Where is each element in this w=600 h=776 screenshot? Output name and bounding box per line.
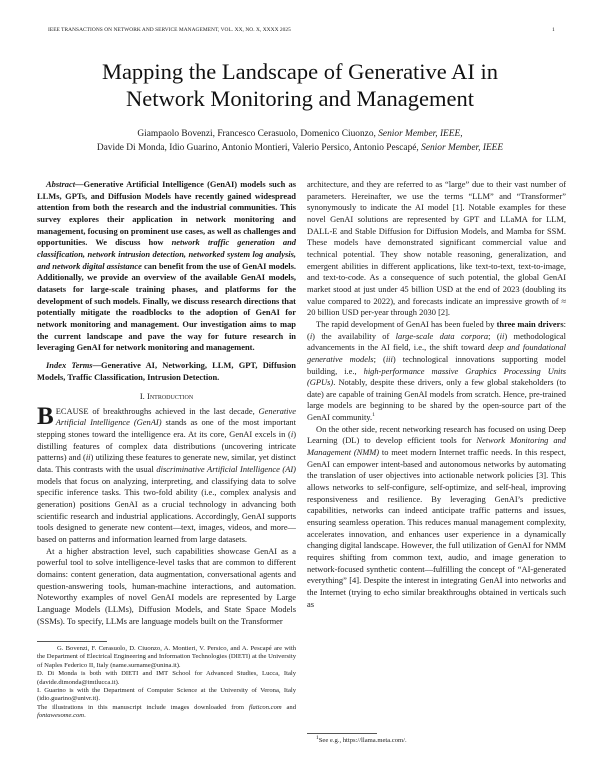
paragraph-text: potential. [343,248,381,259]
paragraph-text: through [390,307,420,318]
author-role: Senior Member, IEEE [421,143,504,153]
paragraph-text: LLaMA [500,213,532,224]
paragraph-text: Stable [355,225,379,236]
paragraph-text: different [381,260,414,271]
paragraph-text: end [477,283,493,294]
paragraph-text: and [553,237,566,248]
paragraph-text: They [380,248,404,259]
paragraph-text: of [551,295,562,306]
paragraph-text: text-to-code. [323,272,370,283]
paragraph-text: these [548,202,566,213]
title-line-1: Mapping the Landscape of Generative AI in [101,59,499,84]
paragraph-text: These [307,237,334,248]
paragraph-text [37,402,297,545]
period: . [84,712,86,720]
paragraph-text: As [369,272,383,283]
paragraph-text: billion [317,307,342,318]
paragraph-text: applications, [413,260,460,271]
paragraph-text: commercial [482,237,529,248]
paragraph-text: as [435,179,446,189]
paragraph-text: like [459,260,476,271]
text-run: ) technological innovations supporting model building, i.e., [307,353,566,376]
text-run: Network Monitoring and Management (NMM) [307,435,567,458]
text-run: ; ( [373,353,386,364]
paragraph-text: the [428,190,445,201]
paragraph-text: compared [328,295,365,306]
paragraph-text: for [534,225,547,236]
paragraph-text: an [474,295,486,306]
paragraph-text: LLM, [546,213,566,224]
paragraph-text: to [426,179,436,189]
text-run: ii [499,330,505,341]
text-run: discriminative Artificial Intelligence (AI) [156,464,296,475]
paragraph-text: the [464,283,478,294]
paragraph-text: due [471,179,487,189]
paragraph-text: of [558,179,566,189]
drop-cap: B [37,402,54,430]
footnote-ref[interactable]: 1 [372,412,375,419]
paragraph-text: “large” [445,179,472,189]
author-affiliations [37,645,296,721]
page-number: 1 [552,27,555,33]
right-column [307,179,566,610]
paragraph-text: of [492,283,503,294]
paragraph-text: Notable [468,202,500,213]
paragraph-text: per-year [360,307,391,318]
paragraph-text: for [413,225,427,236]
paragraph-text: 20 [307,307,318,318]
paragraph-text: models [333,237,365,248]
paragraph-text: and [307,272,324,283]
text-run: i [290,429,294,440]
paragraph-text: value [307,295,329,306]
paragraph-text: show [403,248,427,259]
paragraph-text: emergent [307,260,342,271]
paragraph-text: to [360,202,371,213]
text-run: stands as one of the most important stepping stones toward the intelligence era. At its core, GenAI excels in ( [37,417,296,440]
paragraph-text: (doubling [522,283,559,294]
author-list [0,127,600,155]
paragraph-text: Mamba [506,225,535,236]
text-run: : ( [307,318,566,341]
text-run: to meet modern Internet traffic needs. In this respect, GenAI can empower intent-based and autonomous networks by automating the translation of user objectives into actionable network policies [3]. This allows networks to self-configure, self-optimize, and self-heal, improving responsiveness and resilience. By leveraging GenAI’s predictive capabilities, networks can indeed anticipate traffic patterns and issues, ensuring seamless operation. This reduces manual management complexity, accelerates innovation, and enhances user experience in a dynamically changing digital landscape. However, the full utilization of GenAI for NMM requires shifting from common text, audio, and image generation to network-focused synthetic content—fulfilling the concept of “AI-generated everything” [4]. Despite the interest in integrating GenAI into networks and the Internet (trying to echo similar breakthroughs obtained in verticals such as [307,447,566,609]
paragraph-text: are [383,179,397,189]
paragraph-text: GenAI [543,272,567,283]
abstract-label: Abstract [46,179,76,189]
illustrations-note: The illustrations in this manuscript include images downloaded from [37,703,245,711]
text-run: high-performance massive Graphics Processing Units (GPUs) [307,365,567,388]
paragraph-text: reasoning, [457,248,499,259]
paragraph-text: and [340,225,355,236]
text-run: deep and foundational generative models [307,342,567,364]
authors-line-1: Giampaolo Bovenzi, Francesco Cerasuolo, Domenico Ciuonzo, [137,129,376,139]
paragraph-text: number [530,179,559,189]
text-run: ii [85,452,91,463]
abstract-body [37,179,296,352]
paragraph-text: and [553,248,566,259]
link-fontawesome[interactable]: fontawesome.com [37,712,85,720]
footnote-text[interactable]: See e.g., https://llama.meta.com/. [318,737,407,744]
affiliation-note: D. Di Monda is both with DIETI and IMT School for Advanced Studies, Lucca, Italy (davide.dimonda@imtlucca.it). [37,670,296,686]
paragraph-text: GenAI [330,213,358,224]
paragraph-text: model [427,202,453,213]
text-run: i [309,330,313,341]
paragraph-text: Hereinafter, [351,190,397,201]
intro-paragraph-3 [307,319,566,424]
paper-title [0,58,600,112]
text-run: ECAUSE of breakthroughs achieved in the last decade, [55,405,259,416]
paragraph-text: use [412,190,429,201]
paragraph-text: to [364,295,374,306]
paragraph-text: to [486,179,497,189]
affiliation-note: G. Bovenzi, F. Cerasuolo, D. Ciuonzo, A. Montieri, V. Persico, and A. Pescapé are with the Department of Electrical Engineering and Information Technologies (DIETI) at the University of Naples Federico II, Italy (name.surname@unina.it). [37,645,296,669]
text-run: large-scale data corpora [395,330,489,341]
paragraph-text: AI [414,202,428,213]
paragraph-text: 45 [400,283,412,294]
paragraph-text: value [528,237,554,248]
paragraph-text: indicate [370,202,402,213]
paragraph-text: have [365,237,388,248]
text-run: iii [385,353,393,364]
text-run: three main drivers [496,318,564,329]
paragraph-text: they [366,179,384,189]
text-run: —Generative Artificial Intelligence (GenAI) models such as LLMs, GPTs, and Diffusion Models have recently gained widespread attention from both the research and the industrial communities. This survey explores their application in network monitoring and management, focusing on prominent use cases, as well as challenges and opportunities. We discuss how [37,179,296,248]
paragraph-text: 2030 [419,307,439,318]
paragraph-text: by [450,213,464,224]
text-run: ) methodological advancements in the AI field, i.e., the shift toward [307,330,566,353]
text-run: ) distilling features of complex data distributions (uncovering intricate patterns) and ( [37,429,296,463]
paragraph-text: are [392,213,408,224]
paragraph-text: its [558,283,566,294]
paragraph-text: at [354,283,364,294]
paragraph-text: potential, [468,272,504,283]
text-run: The rapid development of GenAI has been fueled by [316,318,497,329]
authors-line-2: Davide Di Monda, Idio Guarino, Antonio Montieri, Valerio Persico, Antonio Pescapé, [96,143,419,153]
paragraph-text: examples [499,202,535,213]
text-run: models that focus on analyzing, interpreting, and classifying data to solve specific inference tasks. This two-fold ability (i.e., complex analysis and generation) positions GenAI as a crucial technology in advancing both scientific research and industrial applications. Accordingly, GenAI supports tools designed to generate new content—text, images, videos, and more—based on patterns and information learned from large datasets. [37,475,296,545]
paragraph-text: we [396,190,413,201]
paragraph-text: terms [444,190,469,201]
text-run: ; ( [488,330,500,341]
paragraph-text: under [378,283,401,294]
paragraph-text: and [499,190,517,201]
affiliation-note: I. Guarino is with the Department of Computer Science at the University of Verona, Italy (idio.guarino@univr.it). [37,687,296,703]
intro-paragraph-4 [307,424,566,611]
paragraph-text: notable [426,248,458,259]
paragraph-text: vast [514,179,531,189]
paragraph-text: referred [396,179,427,189]
section-heading: I. Introduction [139,391,194,402]
paragraph-text: At a higher abstraction level, such capabilities showcase GenAI as a powerful tool to solve intelligence-level tasks that are common to different domains: content generation, data augmentation, conversational agents and question-answering tools, human-machine interactions, and automation. Noteworthy examples of novel GenAI models are represented by Large Language Models (LLMs), Diffusion Models, and State Space Models (SSMs). To specify, LLMs are language models built on the Transformer [37,545,296,626]
index-terms-label: Index Terms [46,359,93,370]
paragraph-text: global [518,272,544,283]
paragraph-text: novel [307,213,331,224]
paragraph-text: for [534,202,549,213]
paragraph-text: generalization, [498,248,554,259]
paragraph-text: stood [333,283,355,294]
paragraph-text: and [397,295,413,306]
paragraph-text: “LLM” [468,190,500,201]
paragraph-text: USD [436,283,456,294]
intro-paragraph-2 [37,546,296,628]
text-run: can benefit from the use of GenAI models. Additionally, we provide an overview of the available GenAI models, datasets for large-scale training phases, and platforms for the development of such models. Finally, we discuss research directions that potentially mitigate the roadblocks to the adoption of GenAI for network monitoring and management. Our investigation aims to map the current landscape and pave the way for future research in leveraging GenAI for network monitoring and management. [37,260,296,353]
title-line-2: Network Monitoring and Management [125,86,475,111]
paragraph-text: at [455,283,465,294]
paragraph-text: billion [411,283,437,294]
intro-paragraph-2-continued [307,179,566,319]
paragraph-text: 2022), [373,295,398,306]
paragraph-text: such [448,272,469,283]
author-role: Senior Member, IEEE, [378,129,463,139]
text-run: ) utilizing these features to generate new, similar, yet distinct data. This contrasts with the usual [37,452,297,475]
journal-header: IEEE TRANSACTIONS ON NETWORK AND SERVICE MANAGEMENT, VOL. XX, NO. X, XXXX 2025 [48,27,291,33]
text-run: Generative Artificial Intelligence (GenAI) [55,405,296,428]
intro-paragraph-1 [37,402,297,546]
paragraph-text: parameters. [307,190,352,201]
paragraph-text: Models, [461,225,492,236]
paragraph-text: their [496,179,515,189]
paragraph-text: Diffusion [426,225,462,236]
left-column [37,179,296,627]
paragraph-text: for [531,213,547,224]
paragraph-text: “Transformer” [516,190,566,201]
paragraph-text: USD [341,307,361,318]
conjunction: and [281,703,296,711]
text-run: On the other side, recent networking research has focused on using Deep Learning (DL) to develop efficient tools for [307,423,566,446]
text-run: . Notably, despite these drivers, only a few global stakeholders (to date) are capable of training GenAI models from scratch. Hence, pre-trained large models are beginning to be shared by the open-source part of the GenAI community. [307,377,566,423]
paragraph-text: technical [307,248,344,259]
text-run: ) the availability of [312,330,396,341]
paragraph-text: significant [439,237,483,248]
abstract [37,179,296,354]
paragraph-text: 2023 [502,283,523,294]
paragraph-text: [1]. [452,202,469,213]
paragraph-text: impressive [485,295,525,306]
paragraph-text: SSM. [546,225,566,236]
paragraph-text: and [491,225,507,236]
link-flaticon[interactable]: flaticon.com [248,703,282,711]
paragraph-text: a [382,272,391,283]
paragraph-text: represented [407,213,451,224]
paragraph-text: solutions [357,213,393,224]
paragraph-text: ≈ [561,295,566,306]
text-run: network traffic generation and classification, network intrusion detection, networked system log analysis, and network digital assistance [37,237,297,271]
footnote-1 [307,734,566,745]
paragraph-text: growth [524,295,552,306]
paragraph-text: text-to-image, [518,260,566,271]
paragraph-text: and [483,213,501,224]
footnote-mark: 1 [316,734,319,741]
paragraph-text: and [351,179,367,189]
paragraph-text: the [401,202,415,213]
paragraph-text: abilities [341,260,372,271]
index-terms-text: —Generative AI, Networking, LLM, GPT, Diffusion Models, Traffic Classification, Intrusion Detection. [37,359,296,382]
paragraph-text: architecture, [307,179,352,189]
paragraph-text: the [503,272,518,283]
paragraph-text: forecasts [412,295,446,306]
paragraph-text: just [363,283,379,294]
paragraph-text: text-to-text, [475,260,519,271]
paragraph-text: synonymously [307,202,361,213]
paragraph-text: Diffusion [378,225,414,236]
footnote-rule [37,641,107,642]
paragraph-text: GPT [463,213,484,224]
paragraph-text: [2]. [438,307,451,318]
paragraph-text: indicate [445,295,475,306]
index-terms [37,360,296,383]
paragraph-text: of [437,272,449,283]
paragraph-text: consequence [390,272,438,283]
paragraph-text: market [307,283,334,294]
paragraph-text: in [371,260,382,271]
paragraph-text: DALL-E [307,225,341,236]
paragraph-text: demonstrated [387,237,440,248]
